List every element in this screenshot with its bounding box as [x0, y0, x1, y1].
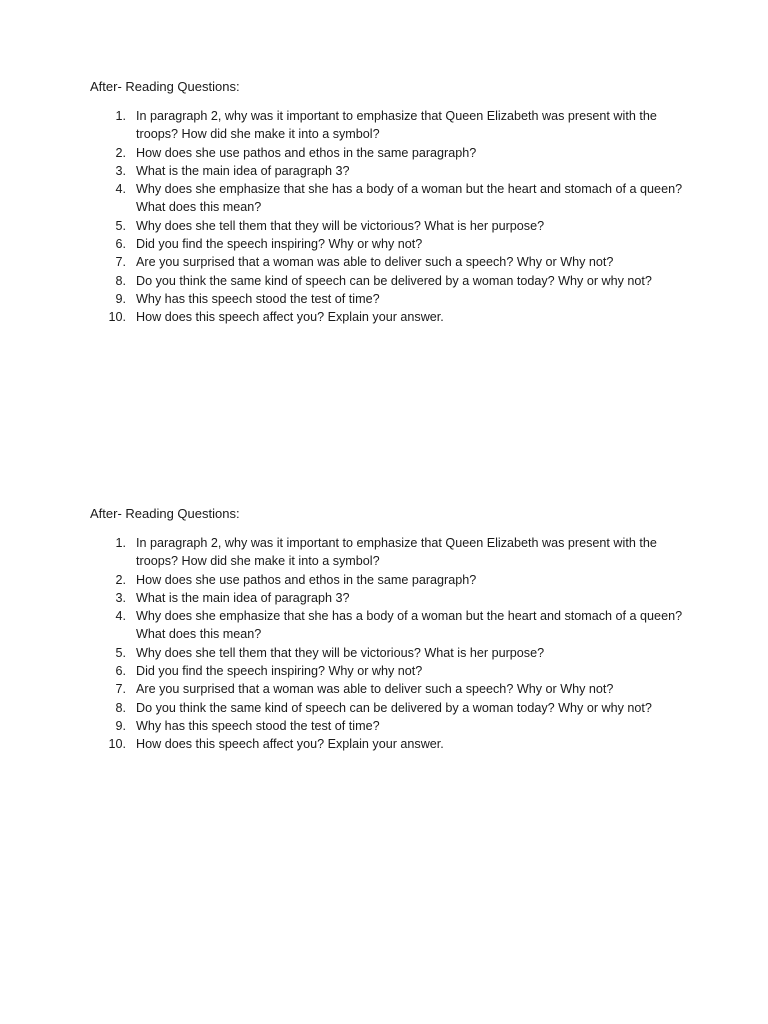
- question-item: [90, 735, 690, 753]
- question-item: [90, 144, 690, 162]
- question-section: [90, 505, 690, 754]
- question-text: Why does she tell them that they will be victorious? What is her purpose?: [136, 645, 545, 660]
- question-number: 1.: [115, 536, 126, 550]
- question-number: 9.: [115, 291, 126, 306]
- question-list: [90, 534, 690, 754]
- question-item: [90, 680, 690, 698]
- question-number: 10.: [108, 310, 126, 325]
- question-number: 5.: [115, 645, 126, 660]
- question-text: Did you find the speech inspiring? Why or why not?: [136, 237, 423, 252]
- question-number: 2.: [115, 145, 126, 160]
- question-text: Are you surprised that a woman was able to deliver such a speech? Why or Why not?: [136, 682, 614, 697]
- question-text: Are you surprised that a woman was able to deliver such a speech? Why or Why not?: [136, 255, 614, 270]
- question-item: [90, 589, 690, 607]
- question-text: Do you think the same kind of speech can be delivered by a woman today? Why or why not?: [136, 273, 652, 288]
- question-item: [90, 699, 690, 717]
- question-text: How does she use pathos and ethos in the same paragraph?: [136, 572, 477, 587]
- question-number: 6.: [115, 664, 126, 679]
- question-number: 5.: [115, 218, 126, 233]
- question-number: 4.: [115, 182, 126, 197]
- section-heading: After- Reading Questions:: [90, 79, 240, 94]
- question-text: How does she use pathos and ethos in the same paragraph?: [136, 145, 477, 160]
- question-number: 6.: [115, 237, 126, 252]
- question-item: [90, 253, 690, 271]
- question-text: How does this speech affect you? Explain your answer.: [136, 737, 444, 752]
- question-item: [90, 107, 690, 144]
- question-item: [90, 534, 690, 571]
- question-number: 7.: [115, 682, 126, 697]
- question-item: [90, 290, 690, 308]
- question-number: 10.: [108, 737, 126, 752]
- question-text: Why has this speech stood the test of time?: [136, 718, 380, 733]
- question-text: How does this speech affect you? Explain your answer.: [136, 310, 444, 325]
- question-text: In paragraph 2, why was it important to emphasize that Queen Elizabeth was present with the troops? How did she make it into a symbol?: [136, 536, 657, 569]
- question-item: [90, 272, 690, 290]
- question-number: 8.: [115, 700, 126, 715]
- question-text: What is the main idea of paragraph 3?: [136, 163, 350, 178]
- question-number: 7.: [115, 255, 126, 270]
- question-item: [90, 717, 690, 735]
- question-number: 3.: [115, 590, 126, 605]
- question-item: [90, 571, 690, 589]
- question-item: [90, 162, 690, 180]
- question-section: [90, 78, 690, 327]
- question-item: [90, 644, 690, 662]
- question-item: [90, 662, 690, 680]
- question-text: Why does she emphasize that she has a body of a woman but the heart and stomach of a queen? What does this mean?: [136, 609, 683, 642]
- question-number: 8.: [115, 273, 126, 288]
- question-text: Did you find the speech inspiring? Why or why not?: [136, 664, 423, 679]
- question-number: 9.: [115, 718, 126, 733]
- question-text: Why has this speech stood the test of time?: [136, 291, 380, 306]
- question-number: 1.: [115, 109, 126, 123]
- question-text: In paragraph 2, why was it important to emphasize that Queen Elizabeth was present with the troops? How did she make it into a symbol?: [136, 109, 657, 142]
- question-item: [90, 235, 690, 253]
- question-number: 3.: [115, 163, 126, 178]
- section-heading: After- Reading Questions:: [90, 506, 240, 521]
- question-text: What is the main idea of paragraph 3?: [136, 590, 350, 605]
- question-number: 4.: [115, 609, 126, 624]
- question-item: [90, 217, 690, 235]
- question-number: 2.: [115, 572, 126, 587]
- question-text: Why does she emphasize that she has a body of a woman but the heart and stomach of a queen? What does this mean?: [136, 182, 683, 215]
- question-item: [90, 607, 690, 644]
- question-item: [90, 308, 690, 326]
- question-list: [90, 107, 690, 327]
- question-text: Why does she tell them that they will be victorious? What is her purpose?: [136, 218, 545, 233]
- question-text: Do you think the same kind of speech can be delivered by a woman today? Why or why not?: [136, 700, 652, 715]
- question-item: [90, 180, 690, 217]
